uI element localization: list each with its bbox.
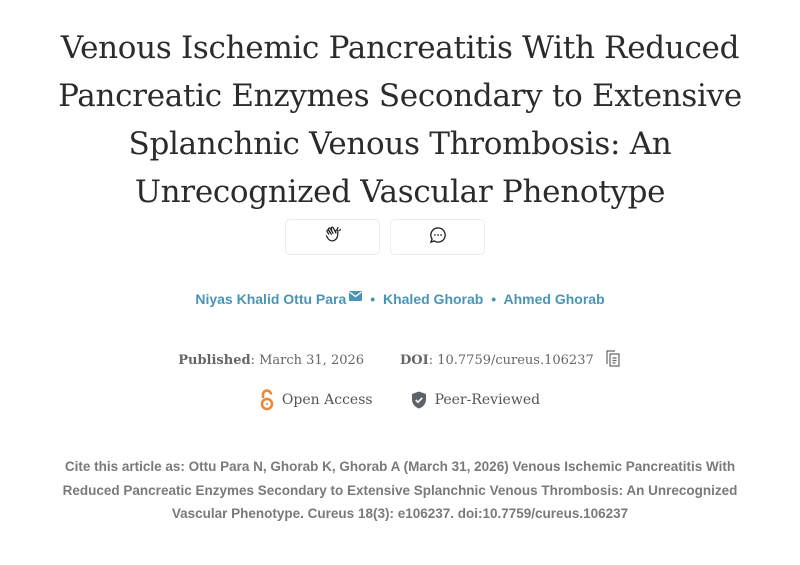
- clap-button[interactable]: [285, 219, 380, 255]
- clap-icon: [323, 225, 343, 250]
- article-badges: [0, 389, 800, 411]
- article-actions: [285, 219, 485, 255]
- peer-reviewed-badge: [411, 391, 541, 409]
- open-access-badge: [260, 389, 373, 411]
- author-separator: •: [491, 291, 497, 307]
- citation-text: Cite this article as: Ottu Para N, Ghorab K, Ghorab A (March 31, 2026) Venous Ischemic Pancreatitis With Reduced Pancreatic Enzymes Secondary to Extensive Splanchnic Venous Thrombosis: An Unrecognized Vascular Phenotype. Cureus 18(3): e106237. doi:10.7759/cureus.106237: [62, 459, 738, 521]
- shield-check-icon: [411, 391, 427, 409]
- open-access-icon: [260, 389, 274, 411]
- email-icon[interactable]: [349, 288, 362, 304]
- published-date: Published : March 31, 2026: [178, 353, 365, 368]
- published-label: Published: [178, 353, 251, 368]
- author-list: [0, 291, 800, 307]
- copy-icon[interactable]: [604, 349, 622, 372]
- comment-icon: [428, 225, 448, 250]
- comment-button[interactable]: [390, 219, 485, 255]
- publication-meta: [0, 349, 800, 372]
- doi-value: 10.7759/cureus.106237: [437, 353, 594, 368]
- open-access-label: Open Access: [281, 392, 373, 408]
- author-link[interactable]: Khaled Ghorab: [382, 291, 484, 307]
- doi: DOI : 10.7759/cureus.106237: [400, 349, 622, 372]
- article-title: Venous Ischemic Pancreatitis With Reduced Pancreatic Enzymes Secondary to Extensive Splanchnic Venous Thrombosis: An Unrecognized Vascular Phenotype: [58, 30, 742, 210]
- doi-label: DOI: [400, 353, 429, 368]
- author-link[interactable]: Niyas Khalid Ottu Para: [195, 291, 347, 307]
- published-value: March 31, 2026: [259, 353, 365, 368]
- author-link[interactable]: Ahmed Ghorab: [503, 291, 605, 307]
- peer-reviewed-label: Peer-Reviewed: [434, 392, 541, 408]
- author-separator: •: [370, 291, 376, 307]
